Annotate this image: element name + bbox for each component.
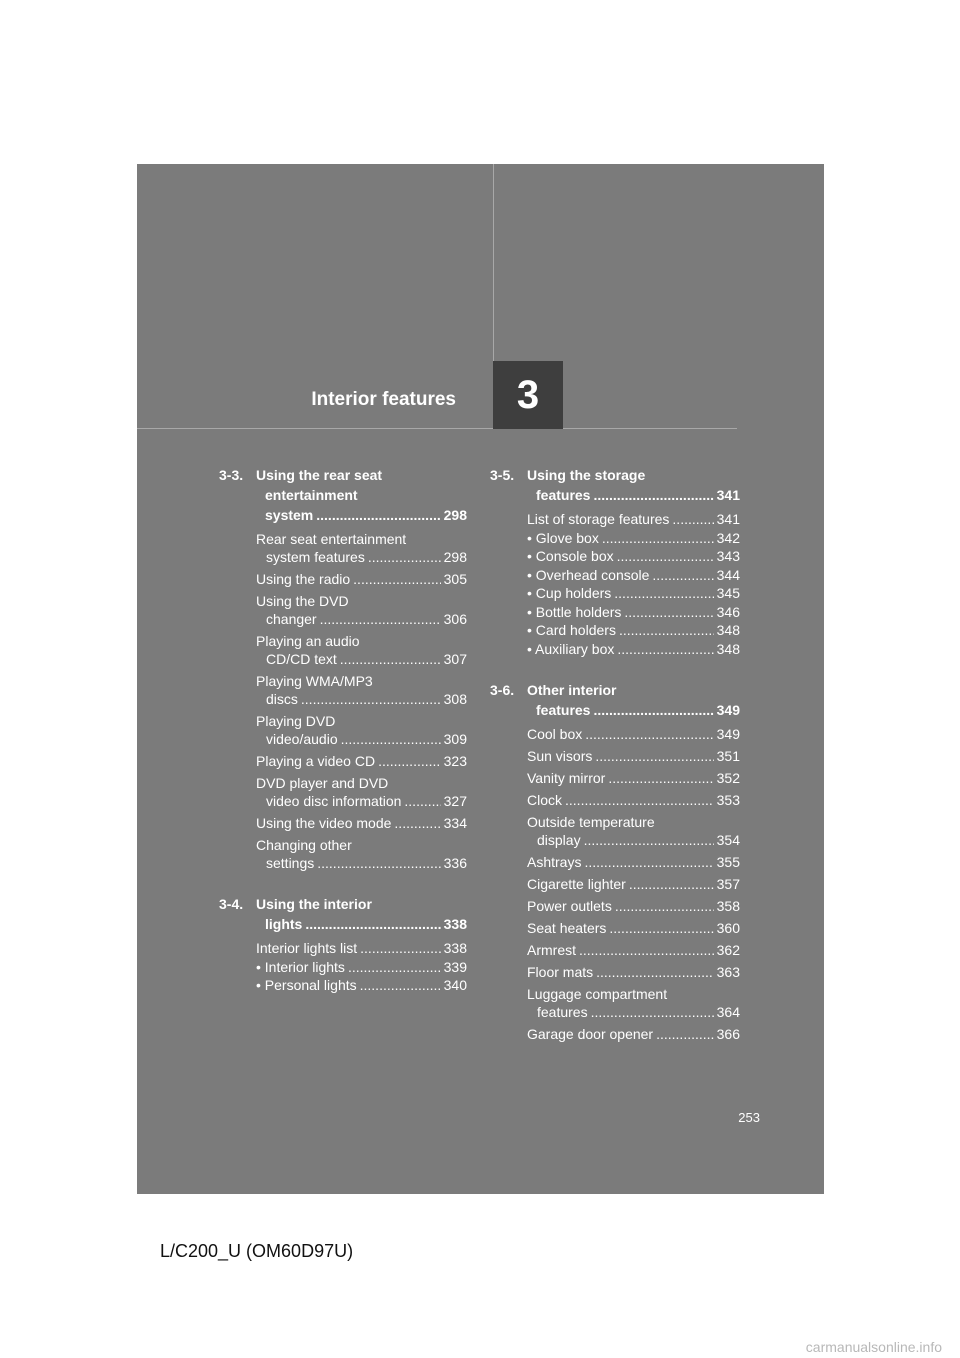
toc-entry-line xyxy=(527,897,740,915)
toc-entry-line xyxy=(527,813,740,831)
toc-entry-text: CD/CD text xyxy=(266,651,337,667)
toc-entry-line xyxy=(527,747,740,765)
toc-entry-page: 351 xyxy=(716,747,740,764)
toc-section-text: features xyxy=(536,701,591,718)
toc-entry-line xyxy=(527,1003,740,1021)
toc-section-page: 341 xyxy=(716,487,740,503)
dot-leader xyxy=(609,919,713,937)
toc-entry-text: video/audio xyxy=(266,731,338,747)
toc-entry-text: • Cup holders xyxy=(527,585,612,601)
toc-entry-page: 309 xyxy=(443,731,467,747)
toc-entry-line xyxy=(527,529,740,547)
toc-entry-text: Playing WMA/MP3 xyxy=(256,673,373,689)
toc-entry-line xyxy=(527,919,740,937)
toc-entry-page: 345 xyxy=(716,585,740,601)
toc-entry-line xyxy=(256,712,467,730)
toc-entry-page: 334 xyxy=(443,815,467,831)
toc-entry-text: Ashtrays xyxy=(527,853,582,870)
toc-entry[interactable] xyxy=(527,529,740,547)
toc-section-text: Using the rear seat xyxy=(256,467,383,483)
dot-leader xyxy=(629,875,714,893)
dot-leader xyxy=(404,792,440,810)
toc-entry-text: discs xyxy=(266,691,298,707)
toc-entry-page: 338 xyxy=(443,940,467,956)
toc-entry-page: 339 xyxy=(443,958,467,975)
toc-entry[interactable] xyxy=(256,976,467,994)
toc-entry-text: • Bottle holders xyxy=(527,603,622,620)
toc-entry-line xyxy=(256,592,467,610)
dot-leader xyxy=(652,566,713,584)
toc-section-number: 3-4. xyxy=(219,896,244,912)
toc-entry-page: 306 xyxy=(443,611,467,627)
section-title: Interior features xyxy=(311,389,456,410)
toc-entry-line xyxy=(527,1025,740,1043)
toc-entry-line xyxy=(256,752,467,770)
toc-entry-text: Using the radio xyxy=(256,571,351,587)
dot-leader xyxy=(378,752,441,770)
toc-section-line xyxy=(256,894,467,914)
toc-section-page: 338 xyxy=(443,916,467,932)
toc-entry[interactable] xyxy=(527,621,740,639)
toc-entry-text: Rear seat entertainment xyxy=(256,531,407,547)
toc-entry[interactable] xyxy=(527,510,740,528)
toc-entry-page: 353 xyxy=(716,791,740,808)
toc-entry-text: List of storage features xyxy=(527,511,670,527)
toc-entry[interactable] xyxy=(527,566,740,584)
toc-entry[interactable] xyxy=(256,836,467,872)
toc-entry-text: • Console box xyxy=(527,548,614,564)
toc-entry-line xyxy=(527,985,740,1003)
toc-entry[interactable] xyxy=(527,603,740,621)
toc-section-text: Other interior xyxy=(527,681,617,698)
toc-section-page: 349 xyxy=(716,701,740,718)
toc-section-text: system xyxy=(265,507,314,523)
toc-entry-line xyxy=(256,854,467,872)
toc-entry-line xyxy=(527,566,740,584)
toc-entry-text: • Auxiliary box xyxy=(527,640,615,657)
toc-entry-line xyxy=(256,690,467,708)
toc-entry[interactable] xyxy=(256,939,467,957)
toc-entry-line xyxy=(256,632,467,650)
toc-entry-line xyxy=(527,853,740,871)
dot-leader xyxy=(593,485,713,505)
toc-entry[interactable] xyxy=(527,1025,740,1043)
toc-entry-line xyxy=(256,976,467,994)
toc-section-text: lights xyxy=(265,916,303,932)
toc-entry[interactable] xyxy=(527,791,740,809)
toc-entry-text: settings xyxy=(266,855,315,871)
toc-section-title xyxy=(490,465,740,505)
toc-entry-text: Cigarette lighter xyxy=(527,875,626,892)
toc-entry-line xyxy=(256,814,467,832)
toc-entry-text: Outside temperature xyxy=(527,813,655,830)
toc-section-line xyxy=(256,914,467,934)
toc-section-line xyxy=(527,680,740,700)
dot-leader xyxy=(585,725,713,743)
toc-entry-text: Vanity mirror xyxy=(527,769,606,786)
toc-section-text: Using the interior xyxy=(256,896,372,912)
toc-entry-text: Armrest xyxy=(527,941,576,958)
toc-entry-line xyxy=(527,603,740,621)
toc-right-column xyxy=(490,465,740,1047)
toc-section-line xyxy=(256,465,467,485)
header-divider-horizontal xyxy=(137,428,737,429)
footer-code: L/C200_U (OM60D97U) xyxy=(160,1241,354,1261)
toc-entry-line xyxy=(527,584,740,602)
dot-leader xyxy=(615,897,714,915)
dot-leader xyxy=(656,1025,714,1043)
toc-entry-line xyxy=(256,958,467,976)
toc-entry-line xyxy=(256,939,467,957)
header-divider-vertical xyxy=(493,164,494,361)
toc-entry-line xyxy=(527,547,740,565)
toc-entry-line xyxy=(527,640,740,658)
toc-entry-text: Floor mats xyxy=(527,963,594,980)
toc-entry-text: • Interior lights xyxy=(256,958,345,975)
toc-section-text: Using the storage xyxy=(527,467,646,483)
toc-section-heading[interactable] xyxy=(219,465,467,525)
toc-entry-line xyxy=(256,774,467,792)
toc-section xyxy=(219,465,467,872)
toc-entry-line xyxy=(256,548,467,566)
dot-leader xyxy=(614,584,713,602)
toc-entry[interactable] xyxy=(527,547,740,565)
toc-entry-line xyxy=(256,792,467,810)
toc-entry-page: 363 xyxy=(716,963,740,980)
toc-section xyxy=(490,465,740,658)
toc-entry-page: 357 xyxy=(716,875,740,892)
toc-entry-page: 327 xyxy=(443,793,467,809)
dot-leader xyxy=(672,510,713,528)
toc-entry[interactable] xyxy=(256,958,467,976)
toc-section-title xyxy=(219,465,467,525)
toc-entry-page: 348 xyxy=(716,640,740,657)
toc-entry-line xyxy=(256,672,467,690)
toc-entry-line xyxy=(256,610,467,628)
dot-leader xyxy=(617,547,714,565)
dot-leader xyxy=(341,730,441,748)
dot-leader xyxy=(360,939,440,957)
dot-leader xyxy=(624,603,713,621)
toc-section-page: 298 xyxy=(443,507,467,523)
dot-leader xyxy=(591,1003,714,1021)
toc-entry[interactable] xyxy=(256,592,467,628)
toc-entry-page: 343 xyxy=(716,548,740,564)
dot-leader xyxy=(565,791,714,809)
toc-entry-text: video disc information xyxy=(266,793,402,809)
toc-entry-page: 323 xyxy=(443,753,467,769)
toc-entry[interactable] xyxy=(256,632,467,668)
toc-entry-line xyxy=(256,650,467,668)
toc-entry-page: 354 xyxy=(716,831,740,848)
toc-entry-text: Garage door opener xyxy=(527,1025,654,1042)
toc-entry[interactable] xyxy=(256,570,467,588)
toc-entry-line xyxy=(527,769,740,787)
toc-entry-page: 366 xyxy=(716,1025,740,1042)
toc-section-heading[interactable] xyxy=(490,680,740,720)
toc-entry-text: Sun visors xyxy=(527,747,593,764)
toc-entry-page: 346 xyxy=(716,603,740,620)
toc-entry[interactable] xyxy=(527,725,740,743)
toc-section xyxy=(219,894,467,994)
toc-section-number: 3-3. xyxy=(219,467,244,483)
toc-left-column xyxy=(219,465,467,995)
toc-entry-page: 349 xyxy=(716,725,740,742)
toc-entry[interactable] xyxy=(527,941,740,959)
dot-leader xyxy=(348,958,441,976)
toc-entry-text: system features xyxy=(266,549,365,565)
toc-entry[interactable] xyxy=(256,814,467,832)
dot-leader xyxy=(617,640,713,658)
toc-entry-page: 298 xyxy=(443,549,467,565)
toc-entry-text: Cool box xyxy=(527,725,583,742)
toc-entry-page: 355 xyxy=(716,853,740,870)
toc-entry-text: Seat heaters xyxy=(527,919,607,936)
toc-entry-text: DVD player and DVD xyxy=(256,775,389,791)
toc-entry[interactable] xyxy=(527,897,740,915)
toc-entry-page: 360 xyxy=(716,919,740,936)
toc-entry-text: • Overhead console xyxy=(527,566,650,583)
toc-entry-text: • Card holders xyxy=(527,622,616,638)
toc-entry-line xyxy=(527,831,740,849)
toc-entry-line xyxy=(527,963,740,981)
toc-entry[interactable] xyxy=(527,919,740,937)
toc-entry-text: • Glove box xyxy=(527,529,599,546)
dot-leader xyxy=(360,976,441,994)
dot-leader xyxy=(368,548,441,566)
toc-entry-page: 307 xyxy=(443,651,467,667)
toc-entry[interactable] xyxy=(256,672,467,708)
toc-entry[interactable] xyxy=(256,712,467,748)
toc-entry-text: Interior lights list xyxy=(256,940,358,956)
toc-entry-line xyxy=(256,836,467,854)
toc-section-number: 3-5. xyxy=(490,467,515,483)
toc-section-heading[interactable] xyxy=(490,465,740,505)
toc-entry[interactable] xyxy=(256,774,467,810)
dot-leader xyxy=(340,650,441,668)
toc-entry-line xyxy=(527,510,740,528)
dot-leader xyxy=(619,621,714,639)
toc-section xyxy=(490,680,740,1043)
dot-leader xyxy=(320,610,441,628)
toc-entry-page: 340 xyxy=(443,977,467,993)
toc-entry-text: Power outlets xyxy=(527,897,612,914)
toc-entry-text: Playing a video CD xyxy=(256,753,376,769)
toc-section-line xyxy=(527,700,740,720)
toc-entry-text: Using the video mode xyxy=(256,815,392,831)
toc-entry[interactable] xyxy=(527,640,740,658)
toc-entry-line xyxy=(527,791,740,809)
dot-leader xyxy=(301,690,441,708)
toc-entry-text: Using the DVD xyxy=(256,593,349,609)
chapter-number-tab: 3 xyxy=(493,361,563,429)
dot-leader xyxy=(394,814,440,832)
toc-entry[interactable] xyxy=(527,747,740,765)
toc-entry-text: features xyxy=(537,1003,588,1020)
toc-entry-page: 341 xyxy=(716,511,740,527)
toc-section-line xyxy=(256,505,467,525)
toc-entry-page: 362 xyxy=(716,941,740,958)
toc-entry-text: Playing an audio xyxy=(256,633,360,649)
toc-section-line xyxy=(527,485,740,505)
toc-entry-line xyxy=(527,725,740,743)
toc-entry-page: 342 xyxy=(716,529,740,546)
toc-entry[interactable] xyxy=(527,853,740,871)
toc-entry-text: display xyxy=(537,831,581,848)
toc-entry-page: 336 xyxy=(443,855,467,871)
toc-entry-text: Changing other xyxy=(256,837,352,853)
toc-item-list xyxy=(490,725,740,1043)
toc-entry[interactable] xyxy=(256,530,467,566)
toc-entry[interactable] xyxy=(256,752,467,770)
toc-item-list xyxy=(219,530,467,872)
dot-leader xyxy=(584,831,714,849)
toc-item-list xyxy=(490,510,740,658)
toc-entry-text: changer xyxy=(266,611,317,627)
toc-entry-page: 352 xyxy=(716,769,740,786)
dot-leader xyxy=(595,747,713,765)
toc-entry-text: Playing DVD xyxy=(256,713,336,729)
toc-entry-page: 308 xyxy=(443,691,467,707)
toc-entry-line xyxy=(256,730,467,748)
dot-leader xyxy=(596,963,714,981)
toc-entry-page: 305 xyxy=(443,571,467,587)
toc-entry-line xyxy=(527,875,740,893)
toc-section-line xyxy=(527,465,740,485)
toc-entry-line xyxy=(527,621,740,639)
toc-section-text: features xyxy=(536,487,591,503)
toc-entry[interactable] xyxy=(527,985,740,1021)
watermark: carmanualsonline.info xyxy=(805,1339,942,1355)
toc-entry[interactable] xyxy=(527,813,740,849)
toc-section-line xyxy=(256,485,467,505)
toc-section-text: entertainment xyxy=(265,487,358,503)
toc-entry[interactable] xyxy=(527,584,740,602)
dot-leader xyxy=(317,854,440,872)
toc-entry-page: 364 xyxy=(716,1003,740,1020)
toc-entry[interactable] xyxy=(527,963,740,981)
toc-entry-line xyxy=(256,530,467,548)
toc-entry-text: Clock xyxy=(527,791,563,808)
toc-section-title xyxy=(490,680,740,720)
toc-entry[interactable] xyxy=(527,769,740,787)
dot-leader xyxy=(579,941,714,959)
toc-item-list xyxy=(219,939,467,994)
dot-leader xyxy=(593,700,713,720)
dot-leader xyxy=(608,769,713,787)
toc-entry-line xyxy=(256,570,467,588)
toc-entry-page: 358 xyxy=(716,897,740,914)
toc-entry-page: 344 xyxy=(716,566,740,583)
toc-entry-text: Luggage compartment xyxy=(527,985,668,1002)
toc-section-number: 3-6. xyxy=(490,681,515,698)
toc-entry-line xyxy=(527,941,740,959)
dot-leader xyxy=(602,529,714,547)
page-number: 253 xyxy=(738,1110,760,1125)
dot-leader xyxy=(305,914,440,934)
dot-leader xyxy=(316,505,440,525)
toc-entry-page: 348 xyxy=(716,622,740,638)
dot-leader xyxy=(353,570,440,588)
toc-entry-text: • Personal lights xyxy=(256,977,357,993)
toc-section-heading[interactable] xyxy=(219,894,467,934)
toc-section-title xyxy=(219,894,467,934)
toc-entry[interactable] xyxy=(527,875,740,893)
dot-leader xyxy=(584,853,713,871)
